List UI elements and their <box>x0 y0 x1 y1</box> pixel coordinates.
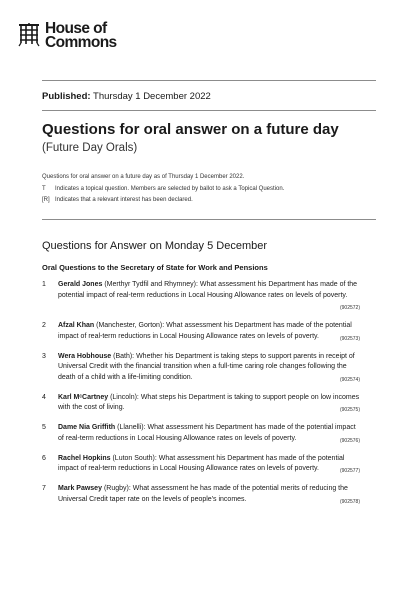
question-body <box>58 423 360 446</box>
question-body <box>58 454 360 477</box>
intro-line: Questions for oral answer on a future day as of Thursday 1 December 2022. <box>42 174 245 180</box>
question-ref: (902577) <box>339 468 360 474</box>
question-ref: (902576) <box>339 437 360 444</box>
question-text: What assessment his Department has made of the potential impact of real-term reductions in Local Housing Allowance rates on levels of poverty. <box>58 281 358 299</box>
question-body <box>58 484 360 507</box>
question-ref: (902572) <box>339 305 360 311</box>
question-number: 1 <box>42 281 46 288</box>
legend-text: Indicates a topical question. Members are selected by ballot to ask a Topical Question. <box>55 185 285 192</box>
question-number: 5 <box>42 424 46 431</box>
constituency: (Merthyr Tydfil and Rhymney): <box>104 281 198 288</box>
question-item <box>42 423 360 446</box>
question-item <box>42 393 360 416</box>
question-item <box>42 280 360 314</box>
published-divider <box>42 110 376 111</box>
question-body <box>58 280 360 314</box>
question-list <box>42 280 360 515</box>
top-divider <box>42 80 376 81</box>
member-name: Dame Nia Griffith <box>58 424 116 431</box>
question-number: 4 <box>42 393 46 401</box>
constituency: (Bath): <box>113 352 135 360</box>
question-text: What assessment his Department has made of the potential impact of real-term reductions in Local Housing Allowance rates on levels of poverty. <box>58 424 356 442</box>
intro-block <box>42 172 376 207</box>
section-heading: Questions for Answer on Monday 5 December <box>42 240 268 252</box>
question-ref: (902575) <box>339 407 360 413</box>
house-of-commons-logo <box>18 22 117 49</box>
constituency: (Llanelli): <box>117 424 146 431</box>
legend-row-topical <box>42 184 376 196</box>
constituency: (Lincoln): <box>110 393 139 401</box>
question-body <box>58 393 360 416</box>
question-text: Whether his Department is taking steps to support parents in receipt of Universal Credit with the financial transition when a full-time caring role changes following the death of a child with a life-limiting condition. <box>58 352 355 381</box>
question-ref: (902578) <box>339 498 360 505</box>
question-body <box>58 321 360 344</box>
question-item <box>42 352 360 386</box>
logo-line-2: Commons <box>45 33 117 51</box>
member-name: Afzal Khan <box>58 322 95 329</box>
member-name: Rachel Hopkins <box>58 454 111 462</box>
legend-text: Indicates that a relevant interest has been declared. <box>55 197 193 203</box>
question-item <box>42 321 360 344</box>
constituency: (Rugby): <box>103 485 131 492</box>
logo-wordmark <box>45 22 117 49</box>
portcullis-icon <box>18 23 40 47</box>
member-name: Wera Hobhouse <box>58 352 112 360</box>
constituency: (Manchester, Gorton): <box>96 322 165 329</box>
question-ref: (902574) <box>339 376 360 383</box>
constituency: (Luton South): <box>112 454 157 462</box>
published-label: Published: <box>42 91 91 102</box>
published-date: Thursday 1 December 2022 <box>93 91 211 102</box>
question-number: 6 <box>42 454 46 462</box>
question-body <box>58 352 360 386</box>
question-text: What assessment his Department has made of the potential impact of real-term reductions in Local Housing Allowance rates on levels of poverty. <box>58 454 345 472</box>
legend-key: T <box>42 185 46 192</box>
legend-key: [R] <box>42 197 50 203</box>
question-item <box>42 454 360 477</box>
legend-row-interest <box>42 195 376 207</box>
intro-divider <box>42 219 376 220</box>
page-title: Questions for oral answer on a future day <box>42 121 339 138</box>
question-ref: (902573) <box>339 335 360 342</box>
question-text: What steps his Department is taking to support people on low incomes with the cost of living. <box>58 393 360 411</box>
question-text: What assessment his Department has made of the potential impact of real-term reductions in Local Housing Allowance rates on levels of poverty. <box>58 322 352 340</box>
question-number: 2 <box>42 322 46 329</box>
question-number: 7 <box>42 485 46 492</box>
member-name: Gerald Jones <box>58 281 103 288</box>
member-name: Mark Pawsey <box>58 485 102 492</box>
question-item <box>42 484 360 507</box>
page-subtitle: (Future Day Orals) <box>42 142 138 154</box>
question-number: 3 <box>42 352 46 360</box>
logo-line-1: House of <box>45 20 107 37</box>
question-text: What assessment he has made of the potential merits of reducing the Universal Credit taper rate on the levels of people's incomes. <box>58 485 348 503</box>
member-name: Karl MᶜCartney <box>58 393 109 401</box>
section-subheading: Oral Questions to the Secretary of State for Work and Pensions <box>42 263 268 272</box>
published-line <box>42 91 211 102</box>
